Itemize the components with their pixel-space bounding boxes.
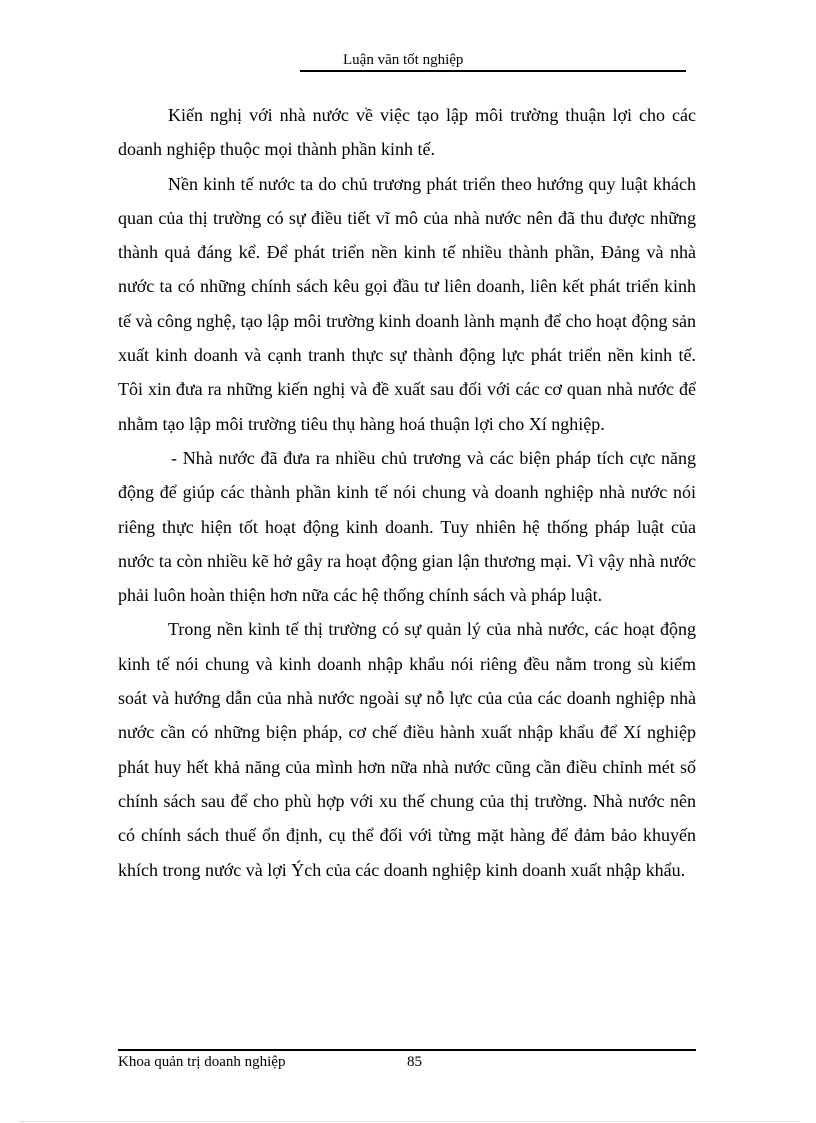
paragraph-3: - Nhà nước đã đưa ra nhiều chủ trương và các biện pháp tích cực năng động để giúp các thành phần kinh tế nói chung và doanh nghiệp nhà nước nói riêng thực hiện tốt hoạt động kinh doanh. Tuy nhiên hệ thống pháp luật của nước ta còn nhiều kẽ hở gây ra hoạt động gian lận thương mại. Vì vậy nhà nước phải luôn hoàn thiện hơn nữa các hệ thống chính sách và pháp luật. [118, 447, 696, 606]
paragraph-2: Nền kinh tế nước ta do chủ trương phát triển theo hướng quy luật khách quan của thị trường có sự điều tiết vĩ mô của nhà nước nên đã thu được những thành quả đáng kể. Để phát triển nền kinh tế nhiều thành phần, Đảng và nhà nước ta có những chính sách kêu gọi đầu tư liên doanh, liên kết phát triển kinh tế và công nghệ, tạo lập môi trường kinh doanh lành mạnh để cho hoạt động sản xuất kinh doanh và cạnh tranh thực sự thành động lực phát triển nền kinh tế. Tôi xin đưa ra những kiến nghị và đề xuất sau đối với các cơ quan nhà nước để nhằm tạo lập môi trường tiêu thụ hàng hoá thuận lợi cho Xí nghiệp. [118, 173, 696, 434]
page-edge-divider [20, 1121, 800, 1122]
footer-rule [118, 1049, 696, 1051]
footer-department: Khoa quản trị doanh nghiệp [118, 1054, 286, 1070]
body-text [118, 98, 696, 887]
header-title: Luận văn tốt nghiệp [343, 52, 464, 68]
paragraph-4: Trong nền kinh tế thị trường có sự quản lý của nhà nước, các hoạt động kinh tế nói chung và kinh doanh nhập khẩu nói riêng đều nằm trong sù kiểm soát và hướng dẫn của nhà nước ngoài sự nỗ lực của của các doanh nghiệp nhà nước cần có những biện pháp, cơ chế điều hành xuất nhập khẩu để Xí nghiệp phát huy hết khả năng của mình hơn nữa nhà nước cũng cần điều chỉnh mét số chính sách sau để cho phù hợp với xu thế chung của thị trường. Nhà nước nên có chính sách thuế ổn định, cụ thể đối với từng mặt hàng để đảm bảo khuyến khích trong nước và lợi Ých của các doanh nghiệp kinh doanh xuất nhập khẩu. [118, 619, 696, 880]
page-header [300, 52, 686, 72]
paragraph-1: Kiến nghị với nhà nước về việc tạo lập môi trường thuận lợi cho các doanh nghiệp thuộc mọi thành phần kinh tế. [118, 105, 696, 160]
page-number: 85 [407, 1054, 422, 1070]
